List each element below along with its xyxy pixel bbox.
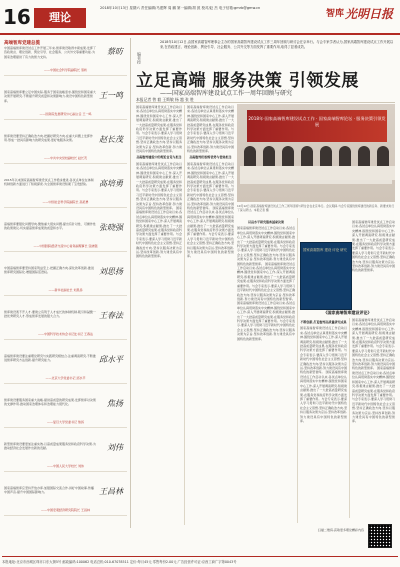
header-rule [0,33,400,35]
signature: 王春法 [99,311,123,320]
quote-source: ——中国社会科学院副院长 蔡昉 [44,68,87,72]
article-column-1 [136,105,182,525]
article-subheadline: ——国家高端智库建设试点工作一周年回顾与研究 [160,90,293,97]
article-body-1b: 国家高端智库建设试点工作启动以来,各试点单位认真贯彻落实中央精神,围绕党和国家中心工作,深入开展调查研究,积极建言献策,推出了一大批高质量研究成果,在服务党和政府科学决策方面发挥了重要作用。与会专家表示,要深入学习贯彻习近平新时代中国特色社会主义思想,坚持正确政治方向,坚持以服务决策为宗旨,坚持改革创新,努力建设具有中国特色的新型智库。 [136,161,182,210]
quote-text: 智库建设要坚持正确政治方向,把握好研究方向,在重大问题上发挥作用,形成一批具有影响力的研究成果,更好地服务决策。 [4,134,93,143]
quote-entry [4,354,127,384]
entry-divider [4,383,127,384]
panelist [282,146,294,168]
quote-source: ——中国国际经济交流中心常务副理事长 张晓强 [33,244,98,248]
page-header [0,0,400,34]
article-body-3: 国家高端智库建设试点工作启动以来,各试点单位认真贯彻落实中央精神,围绕党和国家中心工作,深入开展调查研究,积极建言献策,推出了一大批高质量研究成果,在服务党和政府科学决策方面发挥了重要作用。与会专家表示,要深入学习贯彻习近平新时代中国特色社会主义思想,坚持正确政治方向,坚持以服务决策为宗旨,坚持改革创新,努力建设具有中国特色的新型智库。 [237,226,295,266]
quote-entry [4,134,127,164]
section-tag: 理论 [34,8,86,28]
page-footer: 本报地址:北京市西城区珠市口东大街5号 邮政编码:100062 电话总机:010-67078511 定价:每月45元 零售每份2.00元 广告经营许可证:京西工商广字第0043号 [2,556,398,564]
quote-source: ——中国宏观经济研究院院长 王昌林 [41,508,90,512]
quote-source: ——中共中央党校副校长 赵长茂 [44,156,87,160]
column-divider [130,38,131,528]
entry-divider [4,339,127,340]
signature: 邱水平 [99,355,123,364]
qr-caption: 扫描二维码,获取更多理论精彩内容 [318,528,364,532]
article-body-6: 国家高端智库建设试点工作启动以来,各试点单位认真贯彻落实中央精神,围绕党和国家中心工作,深入开展调查研究,积极建言献策,推出了一大批高质量研究成果,在服务党和政府科学决策方面发挥了重要作用。与会专家表示,要深入学习贯彻习近平新时代中国特色社会主义思想,坚持正确政治方向,坚持以服务决策为宗旨,坚持改革创新,努力建设具有中国特色的新型智库。 [352,318,395,371]
signature: 赵长茂 [99,135,123,144]
article-column-2 [187,105,234,525]
article-column-6 [352,318,395,518]
entry-divider [4,471,127,472]
article-subhead-3: 以高水平研究服务国家决策 [247,220,284,224]
quote-entry [4,310,127,340]
left-column-title: 高端智库党建总揽 [4,41,40,46]
date-line: 2018年10月13日 星期六 责任编辑/马建辉 周 鹏 第一编辑/胡 波 校对/赵 杰 电子信箱:gmrb@gmw.cn [100,6,261,10]
quote-text: 中国高端智库建设试点工作开展三年来,智库建设取得丰硕成果,发挥了咨政建言、理论创新、舆论引导、社会服务、公共外交等重要功能,为国家治理提供了有力的智力支持。 [4,46,96,59]
article-abstract: 2018年10月12日,由国家高端智库理事会主办的国家高端智库建设试点工作三周年回顾与研讨会在京举行。与会专家学者认为,国家高端智库建设试点工作开展以来,在咨政建言、理论创新、舆论引导、社会服务、公共外交等方面发挥了重要作用,取得了显著成效。 [160,40,394,49]
book-caption: 《国家高端智库建设评论》 [323,310,372,315]
article-body-1c: 国家高端智库建设试点工作启动以来,各试点单位认真贯彻落实中央精神,围绕党和国家中心工作,深入开展调查研究,积极建言献策,推出了一大批高质量研究成果,在服务党和政府科学决策方面发挥了重要作用。与会专家表示,要深入学习贯彻习近平新时代中国特色社会主义思想,坚持正确政治方向,坚持以服务决策为宗旨,坚持改革创新,努力建设具有中国特色的新型智库。 [136,205,182,259]
article-body-3c: 国家高端智库建设试点工作启动以来,各试点单位认真贯彻落实中央精神,围绕党和国家中心工作,深入开展调查研究,积极建言献策,推出了一大批高质量研究成果,在服务党和政府科学决策方面发挥了重要作用。与会专家表示,要深入学习贯彻习近平新时代中国特色社会主义思想,坚持正确政治方向,坚持以服务决策为宗旨,坚持改革创新,努力建设具有中国特色的新型智库。 [237,301,295,341]
book-cover-title: 国家高端智库 建设 评论 研究 [303,248,347,252]
entry-divider [4,119,127,120]
quote-source: ——复旦大学党委书记 焦扬 [47,420,84,424]
entry-divider [4,163,127,164]
article-body-6b: 国家高端智库建设试点工作启动以来,各试点单位认真贯彻落实中央精神,围绕党和国家中心工作,深入开展调查研究,积极建言献策,推出了一大批高质量研究成果,在服务党和政府科学决策方面发挥了重要作用。与会专家表示,要深入学习贯彻习近平新时代中国特色社会主义思想,坚持正确政治方向,坚持以服务决策为宗旨,坚持改革创新,努力建设具有中国特色的新型智库。 [352,366,395,424]
article-subhead-2: 高端智库的独特优势与使命担当 [189,155,232,160]
panelist [358,146,370,168]
qr-code[interactable] [368,524,392,548]
conference-table [240,166,395,180]
newspaper-logo: 光明日报 [345,7,394,21]
quote-source: ——中国人民大学校长 刘伟 [47,464,84,468]
panelist [263,146,275,168]
quote-entry [4,46,127,76]
quote-entry [4,398,127,428]
quote-entry [4,442,127,472]
signature: 焦扬 [107,399,123,408]
article-body-2b: 国家高端智库建设试点工作启动以来,各试点单位认真贯彻落实中央精神,围绕党和国家中心工作,深入开展调查研究,积极建言献策,推出了一大批高质量研究成果,在服务党和政府科学决策方面发挥了重要作用。与会专家表示,要深入学习贯彻习近平新时代中国特色社会主义思想,坚持正确政治方向,坚持以服务决策为宗旨,坚持改革创新,努力建设具有中国特色的新型智库。 [187,161,234,210]
signature: 张晓强 [99,223,123,232]
quote-text: 高端智库要强化问题导向,聚焦重大现实问题,提出有针对性、可操作性的政策建议,切实提高智库成果的质量和水平。 [4,222,96,231]
quote-source: ——中国社会科学院副院长 高培勇 [42,200,89,204]
entry-divider [4,207,127,208]
article-body-5b: 国家高端智库建设试点工作启动以来,各试点单位认真贯彻落实中央精神,围绕党和国家中心工作,深入开展调查研究,积极建言献策,推出了一大批高质量研究成果,在服务党和政府科学决策方面发挥了重要作用。与会专家表示,要深入学习贯彻习近平新时代中国特色社会主义思想,坚持正确政治方向,坚持以服务决策为宗旨,坚持改革创新,努力建设具有中国特色的新型智库。 [300,370,347,423]
quote-text: 国家高端智库应坚持开放办库,加强国际交流合作,讲好中国故事,传播中国声音,提升中国国际影响力。 [4,486,94,495]
article-body-1: 国家高端智库建设试点工作启动以来,各试点单位认真贯彻落实中央精神,围绕党和国家中心工作,深入开展调查研究,积极建言献策,推出了一大批高质量研究成果,在服务党和政府科学决策方面发挥了重要作用。与会专家表示,要深入学习贯彻习近平新时代中国特色社会主义思想,坚持正确政治方向,坚持以服务决策为宗旨,坚持改革创新,努力建设具有中国特色的新型智库。 [136,105,182,154]
col-rule [297,218,298,523]
article-column-3 [237,218,295,523]
subsection-label: 智库 [326,9,345,19]
panelist [301,146,313,168]
article-subhead-1: 高端智库建设中的理论自觉与担当 [136,155,182,160]
panelist [377,146,389,168]
article-column-5 [300,318,347,520]
headline-rule [136,102,395,103]
panelist [320,146,332,168]
article-headline: 立足高端 服务决策 引领发展 [136,71,359,91]
panelist [244,146,256,168]
quote-text: 智库建设离不开人才,要建立有利于人才成长的体制机制,吸引和凝聚一批优秀研究人才,形成智库发展的强大合力。 [4,310,96,319]
quote-entry [4,178,127,208]
quote-source: ——中国科学技术协会书记处书记 王春法 [38,332,93,336]
quote-entry [4,486,127,516]
quote-entry [4,266,127,296]
signature: 王一鸣 [99,91,123,100]
quote-text: 国家高端智库要立足中国实际,服务于国家战略需求,围绕党和国家重大决策开展研究,不断提升研究质量和决策影响力,建设中国特色新型智库。 [4,90,96,103]
signature: 刘伟 [107,443,123,452]
article-byline: 本报记者 曾 毅 王斯敏 杨 越 张 胜 [136,97,194,102]
quote-source: ——北京大学党委书记 邱水平 [45,376,86,380]
signature: 高培勇 [99,179,123,188]
conference-banner: 2018年·国家高端智库建设试点工作 · 国家高端智库论坛 · 服务决策引领发展 [247,110,387,142]
article-subhead-4: 不断创新,打造智库高质量研究成果 [300,320,347,324]
col-rule [349,318,350,518]
quote-text: 中国高端智库要坚持国家利益至上,把握正确方向,深化改革创新,推进智库研究国际化,增强国际话语权。 [4,266,94,275]
signature: 刘思扬 [99,267,123,276]
col-rule [184,105,185,525]
quote-text: 2015年以来国家高端智库建设试点工作稳步推进,各试点单位在体制机制创新方面进行了积极探索,为全国智库建设积累了宝贵经验。 [4,178,94,187]
entry-divider [4,515,127,516]
editor-note-label: 编者按 [137,52,142,64]
article-body-2: 国家高端智库建设试点工作启动以来,各试点单位认真贯彻落实中央精神,围绕党和国家中心工作,深入开展调查研究,积极建言献策,推出了一大批高质量研究成果,在服务党和政府科学决策方面发挥了重要作用。与会专家表示,要深入学习贯彻习近平新时代中国特色社会主义思想,坚持正确政治方向,坚持以服务决策为宗旨,坚持改革创新,努力建设具有中国特色的新型智库。 [187,105,234,154]
signature: 王昌林 [99,487,123,496]
entry-divider [4,75,127,76]
entry-divider [4,251,127,252]
quote-text: 新型智库建设要更加注重实效,以高质量成果服务党和政府科学决策,为推动经济社会发展作出新的贡献。 [4,442,96,451]
quote-text: 高端智库建设要注重理论研究与实践研究相结合,注重调查研究,不断推进智库研究方法创新,提升研究能力。 [4,354,96,363]
quotes-column [4,38,129,528]
entry-divider [4,427,127,428]
entry-divider [4,295,127,296]
panelist [339,146,351,168]
photo-caption: 10月12日,国家高端智库建设试点工作三周年回顾与研讨会在北京举行。会议期间,与会专家围绕智库建设的新任务、新要求进行了深入研讨。本报记者 摄 [237,204,395,212]
article-body-3b: 国家高端智库建设试点工作启动以来,各试点单位认真贯彻落实中央精神,围绕党和国家中心工作,深入开展调查研究,积极建言献策,推出了一大批高质量研究成果,在服务党和政府科学决策方面发挥了重要作用。与会专家表示,要深入学习贯彻习近平新时代中国特色社会主义思想,坚持正确政治方向,坚持以服务决策为宗旨,坚持改革创新,努力建设具有中国特色的新型智库。 [237,261,295,301]
article-body-4: 国家高端智库建设试点工作启动以来,各试点单位认真贯彻落实中央精神,围绕党和国家中心工作,深入开展调查研究,积极建言献策,推出了一大批高质量研究成果,在服务党和政府科学决策方面发挥了重要作用。与会专家表示,要深入学习贯彻习近平新时代中国特色社会主义思想,坚持正确政治方向,坚持以服务决策为宗旨,坚持改革创新,努力建设具有中国特色的新型智库。 [352,220,395,273]
article-column-4 [352,220,395,306]
quote-text: 智库建设要服务国家重大战略,提供高质量的研究成果,发挥智库对决策的支撑作用,推动国家治理体系和治理能力现代化。 [4,398,96,407]
quote-entry [4,90,127,120]
quote-source: ——新华社副社长 刘思扬 [48,288,83,292]
article-body-5: 国家高端智库建设试点工作启动以来,各试点单位认真贯彻落实中央精神,围绕党和国家中心工作,深入开展调查研究,积极建言献策,推出了一大批高质量研究成果,在服务党和政府科学决策方面发挥了重要作用。与会专家表示,要深入学习贯彻习近平新时代中国特色社会主义思想,坚持正确政治方向,坚持以服务决策为宗旨,坚持改革创新,努力建设具有中国特色的新型智库。 [300,326,347,375]
article-body-2c: 国家高端智库建设试点工作启动以来,各试点单位认真贯彻落实中央精神,围绕党和国家中心工作,深入开展调查研究,积极建言献策,推出了一大批高质量研究成果,在服务党和政府科学决策方面发挥了重要作用。与会专家表示,要深入学习贯彻习近平新时代中国特色社会主义思想,坚持正确政治方向,坚持以服务决策为宗旨,坚持改革创新,努力建设具有中国特色的新型智库。 [187,205,234,259]
quote-source: ——国务院发展研究中心副主任 王一鸣 [39,112,92,116]
page-number: 16 [3,5,31,29]
signature: 蔡昉 [107,47,123,56]
quote-entry [4,222,127,252]
